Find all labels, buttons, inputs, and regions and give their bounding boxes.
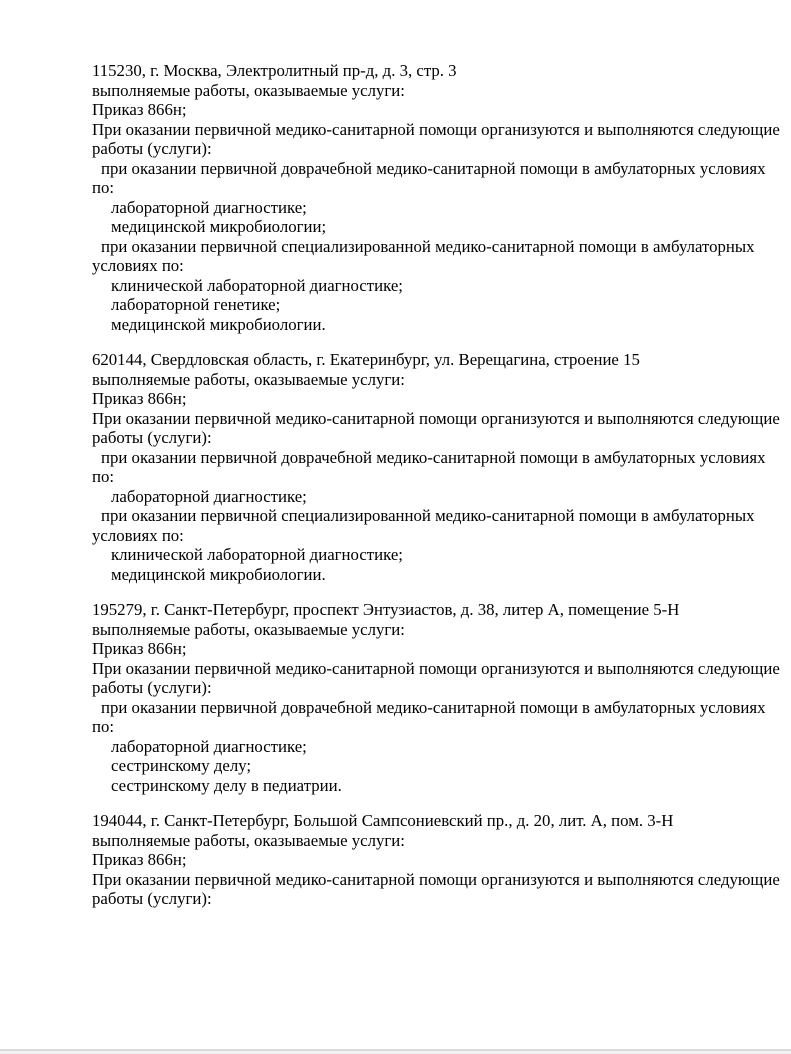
address-line: 195279, г. Санкт-Петербург, проспект Энтузиастов, д. 38, литер А, помещение 5-Н — [92, 600, 680, 619]
address-line: 194044, г. Санкт-Петербург, Большой Сампсониевский пр., д. 20, лит. А, пом. 3-Н — [92, 811, 674, 830]
text-line: работы (услуги): — [92, 428, 212, 447]
text-line: лабораторной генетике; — [111, 295, 281, 314]
text-line: При оказании первичной медико-санитарной помощи организуются и выполняются следующие — [92, 869, 780, 889]
license-text — [92, 61, 791, 925]
text-line: работы (услуги): — [92, 889, 212, 908]
text-line: клинической лабораторной диагностике; — [111, 275, 403, 295]
license-block — [92, 350, 791, 584]
text-line: при оказании первичной специализированной медико-санитарной помощи в амбулаторных — [101, 236, 755, 256]
text-line: по: — [92, 717, 115, 736]
text-line: медицинской микробиологии; — [111, 217, 327, 236]
text-line: Приказ 866н; — [92, 100, 187, 119]
text-line: Приказ 866н; — [92, 639, 187, 658]
address-line: 115230, г. Москва, Электролитный пр-д, д. 3, стр. 3 — [92, 61, 457, 80]
text-line: выполняемые работы, оказываемые услуги: — [92, 80, 405, 100]
text-line: выполняемые работы, оказываемые услуги: — [92, 830, 405, 850]
text-line: медицинской микробиологии. — [111, 314, 326, 334]
text-line: Приказ 866н; — [92, 389, 187, 408]
text-line: лабораторной диагностике; — [111, 486, 307, 506]
text-line: лабораторной диагностике; — [111, 197, 307, 217]
text-line: работы (услуги): — [92, 139, 212, 158]
text-line: При оказании первичной медико-санитарной помощи организуются и выполняются следующие — [92, 408, 780, 428]
text-line: Приказ 866н; — [92, 850, 187, 869]
text-line: При оказании первичной медико-санитарной помощи организуются и выполняются следующие — [92, 658, 780, 678]
text-line: условиях по: — [92, 525, 184, 545]
text-line: сестринскому делу в педиатрии. — [111, 775, 342, 795]
text-line: выполняемые работы, оказываемые услуги: — [92, 369, 405, 389]
text-line: при оказании первичной специализированной медико-санитарной помощи в амбулаторных — [101, 506, 755, 525]
text-line: клинической лабораторной диагностике; — [111, 545, 403, 564]
license-block — [92, 61, 791, 334]
text-line: при оказании первичной доврачебной медико-санитарной помощи в амбулаторных условиях — [101, 158, 766, 178]
text-line: медицинской микробиологии. — [111, 564, 326, 584]
text-line: При оказании первичной медико-санитарной помощи организуются и выполняются следующие — [92, 119, 780, 139]
text-line: условиях по: — [92, 256, 184, 275]
text-line: при оказании первичной доврачебной медико-санитарной помощи в амбулаторных условиях — [101, 447, 766, 467]
text-line: выполняемые работы, оказываемые услуги: — [92, 619, 405, 639]
text-line: работы (услуги): — [92, 678, 212, 697]
address-line: 620144, Свердловская область, г. Екатеринбург, ул. Верещагина, строение 15 — [92, 350, 640, 369]
license-block — [92, 600, 791, 795]
text-line: лабораторной диагностике; — [111, 736, 307, 756]
text-line: сестринскому делу; — [111, 756, 252, 775]
text-line: при оказании первичной доврачебной медико-санитарной помощи в амбулаторных условиях — [101, 697, 766, 717]
text-line: по: — [92, 178, 115, 197]
license-block — [92, 811, 791, 909]
text-line: по: — [92, 467, 115, 486]
